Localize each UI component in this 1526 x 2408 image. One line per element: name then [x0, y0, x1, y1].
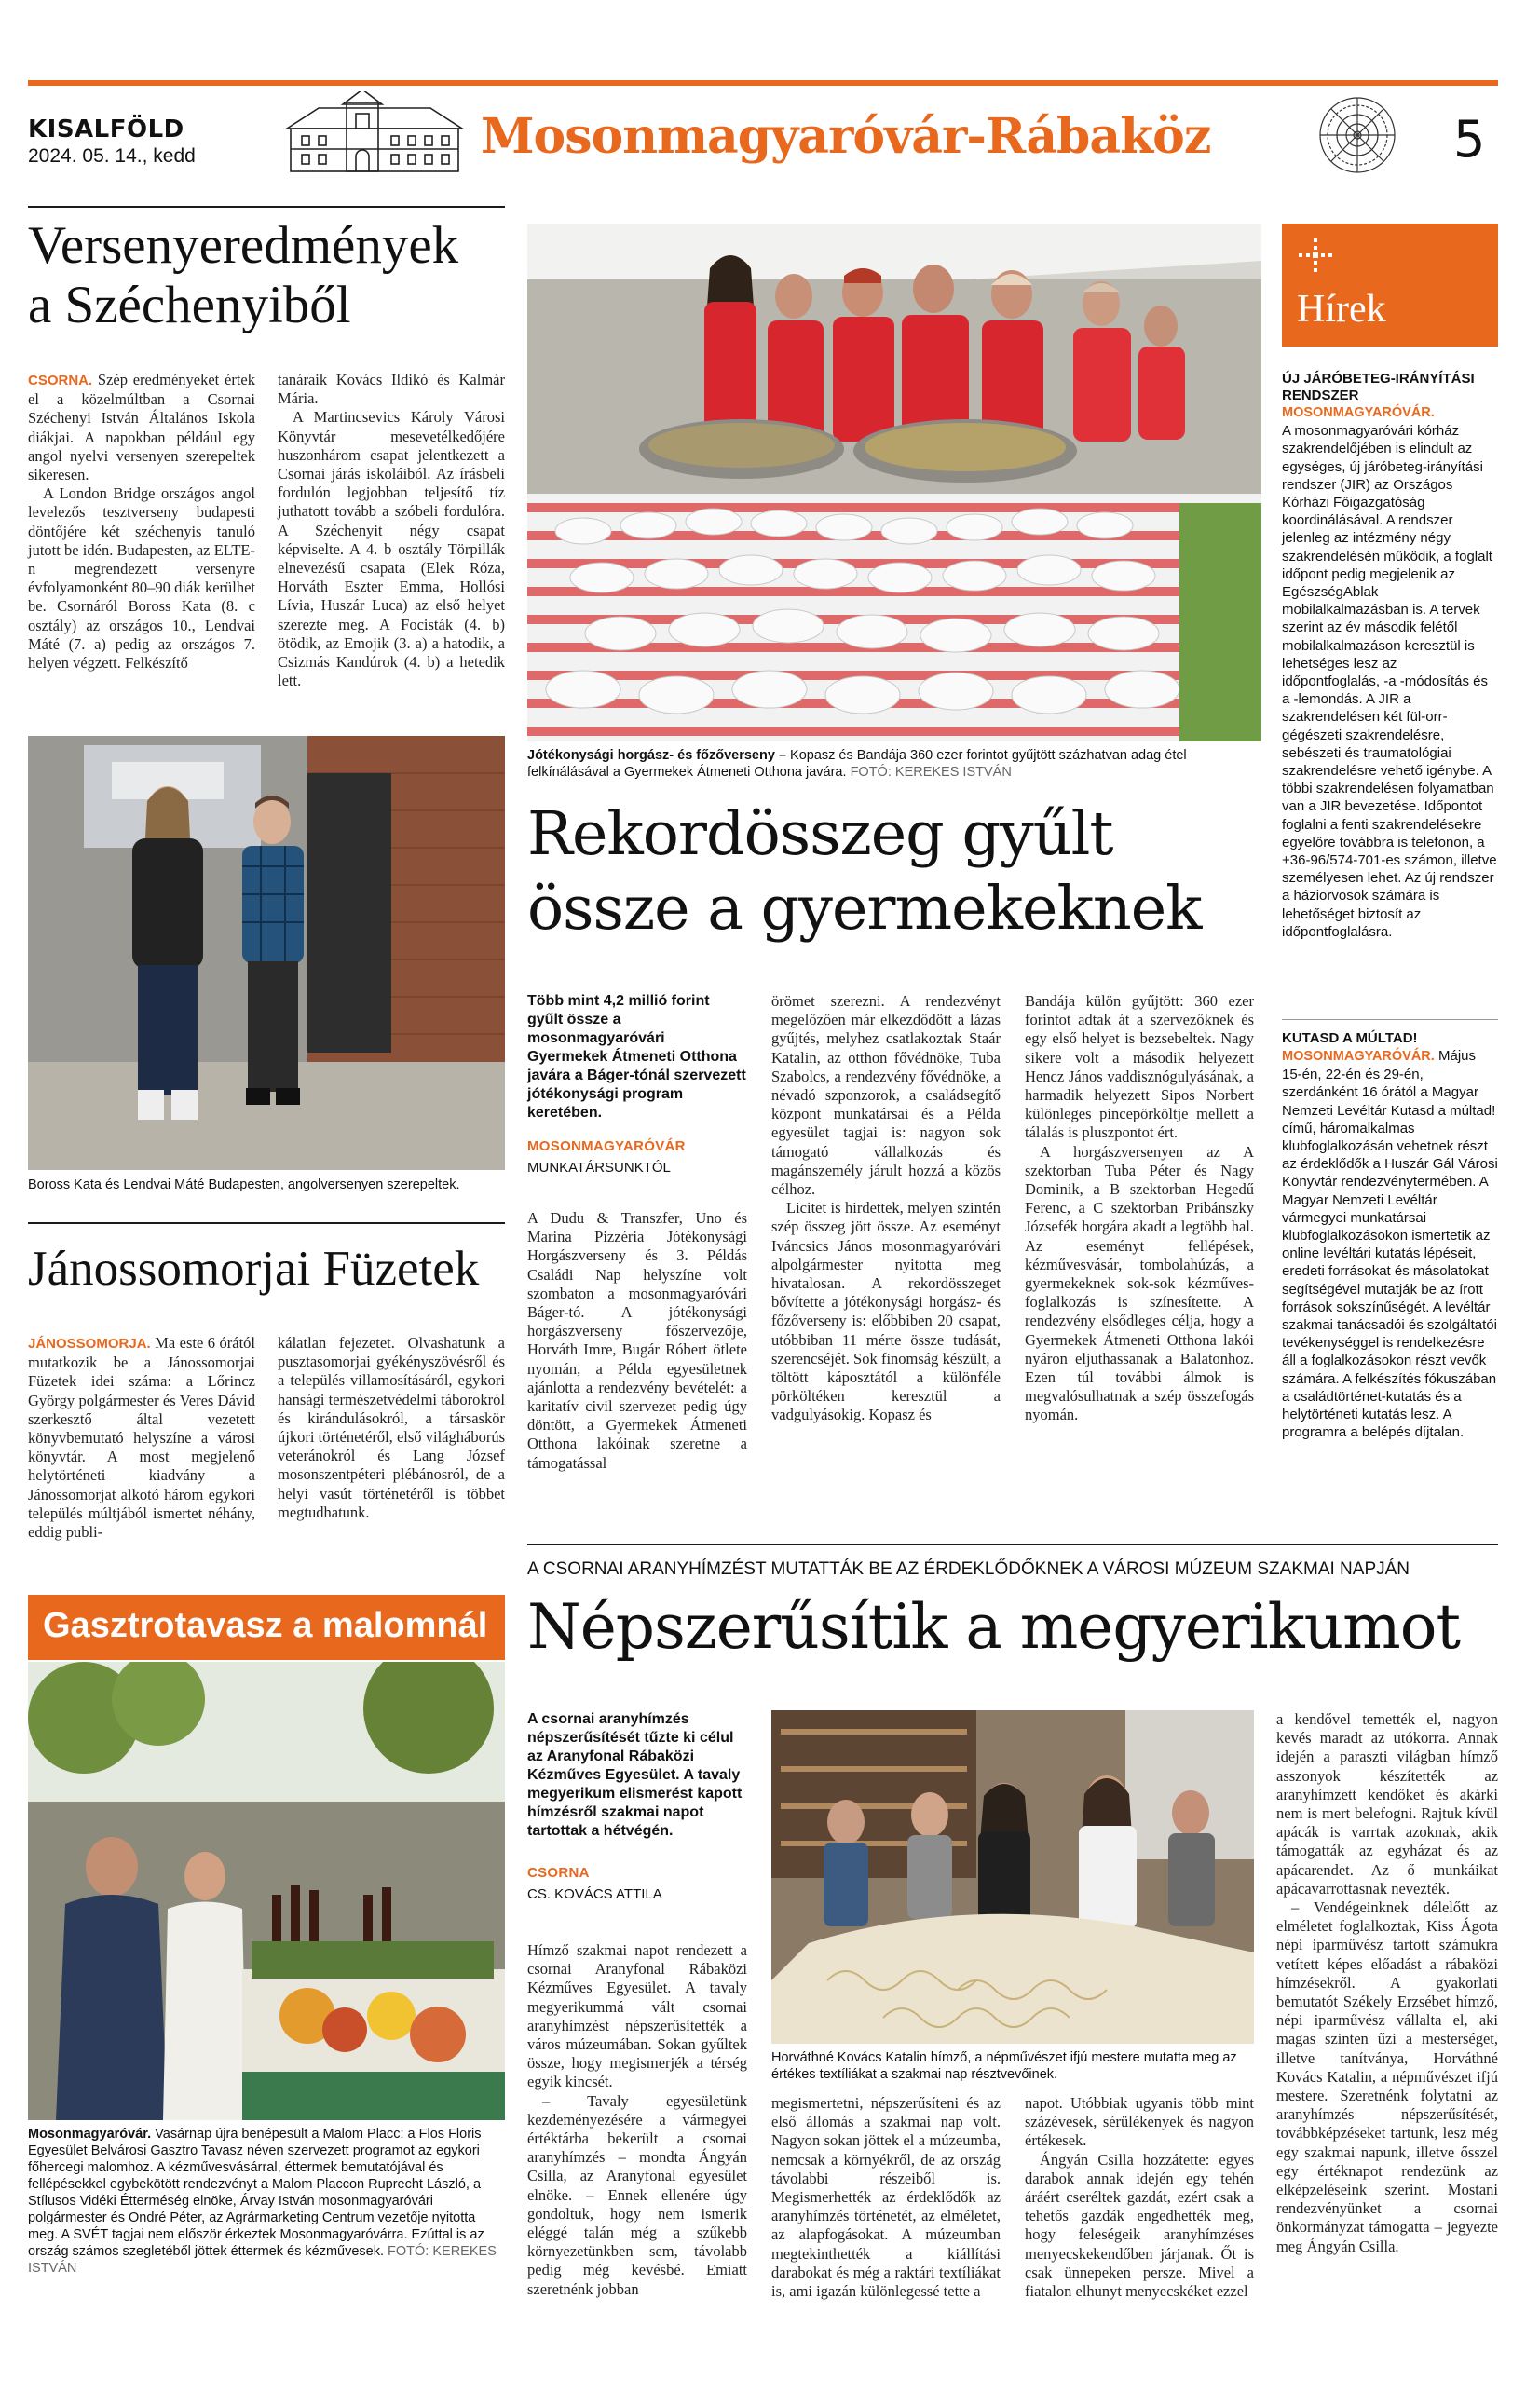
news1-place: MOSONMAGYARÓVÁR.: [1282, 405, 1435, 420]
brand-name: KISALFÖLD: [28, 116, 184, 143]
article4-body-col2: örömet szerezni. A rendezvényt megelőzően már elkezdődött a lázas gyűjtés, melyhez csatlakoztak Staár Katalin, az otthon fővédnöke, Tuba Szabolcs, a rendezvény fővédnöke, a névadó szponzorok, a családsegítő központ munkatársai és a Példa egyesület tagjai is: nagyon sok támogató vállalkozás és magánszemély járult hozzá a közös célhoz. Licitet is hirdettek, melyen szintén szép összeg jött össze. Az eseményt Iváncsics János mosonmagyaróvári alpolgármester nyitotta meg hivatalosan. A rekordösszeget bővítette a jótékonysági horgász- és főzőverseny is: előbbiben 20 csapat, utóbbiban 11 mérte össze tudását, szerencséjét. Sok finomság készült, a töltött káposztától a különféle pörköltéken keresztül a vadgulyásokig. Kopasz és: [771, 992, 1001, 1424]
article1-title-line2: a Széchenyiből: [28, 276, 351, 334]
article5-body-col2: megismertetni, népszerűsíteni és az első állomás a szakmai nap volt. Nagyon sokan jöttek el a múzeumba, nemcsak a környékről, de az ország távolabbi részeiből is. Megismerhették az érdeklődők az aranyhímzés történetét, az elméletet, az alapfogásokat. A múzeumban megtekinthették a kiállítási darabokat és még a raktári textíliákat is, ami igazán különlegessé tette a: [771, 2094, 1001, 2301]
news-item-archives: [1282, 1030, 1498, 1441]
article1-body-col2: tanáraik Kovács Ildikó és Kalmár Mária. A Martincsevics Károly Városi Könyvtár mesevetélkedőjére huszonhárom csapat jelentkezett a Csornai járás iskoláiból. Az írásbeli fordulón legjobban teljesítő tíz juthatott tovább a szóbeli fordulóra. A Széchenyit négy csapat képviselte. A 4. b osztály Törpillák elnevezésű csapata (Elek Róza, Horváth Eszter Emma, Hollósi Lívia, Huszár Luca) az első helyet szerezte meg. A Focisták (4. b) ötödik, az Emojik (3. a) a hatodik, a Csizmás Kandúrok (4. b) a hetedik lett.: [278, 371, 505, 690]
divider: [527, 1544, 1498, 1545]
article4-credit: FOTÓ: KEREKES ISTVÁN: [850, 765, 1012, 780]
article5-title: Népszerűsítik a megyerikumot: [527, 1591, 1460, 1663]
news2-body: Május 15-én, 22-én és 29-én, szerdánként 16 órától a Magyar Nemzeti Levéltár Kutasd a múltad! című, háromalkalmas klubfoglalkozásán vehetnek részt az érdeklődők a Huszár Gál Városi Könyvtár rendezvénytermében. A Magyar Nemzeti Levéltár vármegyei munkatársai klubfoglalkozásokon ismertetik az online levéltári kutatás lépéseit, eredeti forrásokat és másolatokat segítségével mutatják be az írott források sokszínűségét. A levéltár szakmai tanácsadói és szolgáltatói tevékenységgel is rendelkezésre áll a foglalkozásokon részt vevők számára. A felkészítés fókuszában a családtörténet-kutatás és a helytörténeti kutatás lesz. A programra a belépés díjtalan.: [1282, 1048, 1498, 1441]
divider: [1282, 1019, 1498, 1020]
article4-title-line1: Rekordösszeg gyűlt: [527, 799, 1113, 869]
article5-body-col3: napot. Utóbbiak ugyanis több mint százévesek, sérülékenyek és nagyon értékesek. Ángyán Csilla hozzátette: egyes darabok annak idején egy tehén áráért cseréltek gazdát, ezért csak a tehetős gazdák engedhették meg, hogy feleségeik aranyhímzéses menyecskekendőben járjanak. Őt is csak ünnepeken persze. Mivel a fiatalon elhunyt menyecskéket ezzel: [1025, 2094, 1254, 2301]
article3-caption: Mosonmagyaróvár. Vasárnap újra benépesült a Malom Placc: a Flos Floris Egyesület Belvárosi Gasztro Tavasz néven szervezett programot az egykori főhercegi malomhoz. A kézművesvásárral, éttermek bemutatójával és fellépésekkel egybekötött rendezvényt a Malom Placcon Ruprecht László, a Stílusos Vidéki Étterméség elnöke, Árvay István mosonmagyaróvári polgármester és Ondré Péter, az Agrármarketing Centrum vezetője nyitotta meg. A SVÉT tagjai nem először érkeztek Mosonmagyaróvárra. Ezúttal is az ország számos szegletéből jöttek éttermek és kézművesek. FOTÓ: KEREKES ISTVÁN: [28, 2127, 497, 2276]
embroidery-workshop-photo: [771, 1710, 1254, 2044]
article2-place: JÁNOSSOMORJA.: [28, 1336, 151, 1352]
divider: [28, 1222, 505, 1224]
article4-body-col3: Bandája külön gyűjtött: 360 ezer forintot adtak át a szervezőknek és egy első helyet is bezsebeltek. Nagy sikere volt a második helyezett Hencz János vaddisznógulyásának, a harmadik helyezett Sipos Norbert különleges pincepörköltje mellett a tálalás is pluszpontot ért. A horgászversenyen az A szektorban Tuba Péter és Nagy Dominik, a B szektorban Hegedű Ferenc, a C szektorban Pribánszky Józsefék horgára akadt a legtöbb hal. Az eseményt fellépések, kézművesvásár, tombolahúzás, a gyermekeknek sok-sok kézműves-foglalkozás is színesítette. A rendezvény elsődleges célja, hogy a Gyermekek Átmeneti Otthona lakói nyáron eljuthassanak a Balatonhoz. Ezen túl további álmok is megvalósulhatnak a szép összefogás nyomán.: [1025, 992, 1254, 1424]
castle-illustration: [281, 91, 468, 175]
news-sidebar-header: [1282, 224, 1498, 347]
article5-body-col1: Hímző szakmai napot rendezett a csornai Aranyfonal Rábaközi Kézműves Egyesület. A tavaly megyerikummá vált csornai aranyhímzést népszerűsítették a város múzeumában. Sokan gyűltek össze, hogy megismerjék a térség egyik kincsét. – Tavaly egyesületünk kezdeményezésére a vármegyei értéktárba bekerült a csornai aranyhímzés – mondta Ángyán Csilla, az Aranyfonal egyesület elnöke. – Ennek ellenére úgy gondoltuk, hogy nem ismerik eléggé talán még a szűkebb környezetünkben sem, távolabb pedig még kevésbé. Emiatt szeretnénk jobban: [527, 1941, 747, 2298]
article4-body-col1: A Dudu & Transzfer, Uno és Marina Pizzéria Jótékonysági Horgászverseny és 3. Példás Családi Nap helyszíne volt szombaton a mosonmagyaróvári Báger-tó. A jótékonysági horgászverseny főszervezője, Horváth Imre, Bugár Róbert ötlete nyomán, a Példa egyesületnek ajánlotta a rendezvény bevételét: a karitatív civil szervezet pedig úgy döntött, a Gyermekek Átmeneti Otthona lakóinak szeretne a támogatással: [527, 1209, 747, 1472]
article4-byline: [527, 1138, 747, 1176]
article4-title-line2: össze a gyermekeknek: [527, 874, 1202, 944]
article5-body-col4: a kendővel temették el, nagyon kevés maradt az utókorra. Annak idején a paraszti világban hímző asszonyok készítették az aranyhímzett kendőket és akárki nem is mert belefogni. Rajtuk kívül apácák is varrtak azoknak, akik támogatták az egyházat és az apácarendet. Az ő munkáikat apácavarrottasnak nevezték. – Vendégeinknek délelőtt az elméletet foglalkoztak, Kiss Ágota népi iparművész tartott számukra vetített képes előadást a rábaközi hímzésekről. A gyakorlati bemutatót Székely Erzsébet hímző, népi iparművész vállalta el, aki magas szinten űzi a mesterséget, illetve tanítványa, Horváthné Kovács Katalin, a népművészet ifjú mestere. Szeretnénk folytatni az aranyhímzés népszerűsítését, továbbképzéseket tartunk, lesz még egy szakmai napunk, illetve ősszel egy értéknapot rendezünk az elképzeléseink szerint. Mostani rendezvényünket a csornai önkormányzat támogatta – jegyezte meg Ángyán Csilla.: [1276, 1710, 1498, 2255]
news1-body: A mosonmagyaróvári kórház szakrendelőjében is elindult az egységes, új járóbeteg-irányítási rendszer (JIR) az Országos Kórházi Főigazgatóság koordinálásával. A rendszer jelenleg az intézmény négy szakrendelésén működik, a foglalt időpont pedig megjelenik az EgészségAblak mobilalkalmazásban is. A tervek szerint az év második felétől mobilalkalmazáson keresztül is lehetséges lesz az időpontfoglalás, -a -módosítás és a -lemondás. A JIR a szakrendelésen két fül-orr-gégészeti szakrendelésre, sebészeti és traumatológiai szakrendelésre vehető igénybe. A többi szakrendelésen folyamatban van a JIR bevezetése. Időpontot foglalni a fenti szakrendelésekre egyelőre továbbra is telefonon, a +36-96/574-701-es számon, illetve személyesen lehet. Az új rendszer a háziorvosok számára is lehetőséget biztosít az időpontfoglalásra.: [1282, 423, 1497, 940]
article2-body-col1: JÁNOSSOMORJA. Ma este 6 órától mutatkozik be a Jánossomorjai Füzetek idei száma: a Lőrincz György polgármester és Veres Dávid szerkesztő által vezetett könyvbemutató helyszíne a városi könyvtár. A most megjelenő helytörténeti kiadvány a Jánossomorjat alkotó három egykori település múltjából ismertet néhány, eddig publi-: [28, 1334, 255, 1542]
article5-lead: A csornai aranyhímzés népszerűsítését tűzte ki célul az Aranyfonal Rábaközi Kézműves Egyesület. A tavaly megyerikum elismerést kapott hímzésről szakmai napot tartottak a hétvégén.: [527, 1711, 743, 1839]
top-orange-rule: [28, 80, 1498, 86]
article1-place: CSORNA.: [28, 373, 93, 388]
article1-title-line1: Versenyeredmények: [28, 216, 459, 275]
news-item-jir: [1282, 371, 1498, 941]
section-title: Mosonmagyaróvár-Rábaköz: [481, 108, 1211, 165]
news2-title: KUTASD A MÚLTAD!: [1282, 1030, 1418, 1046]
article2-title: Jánossomorjai Füzetek: [28, 1242, 480, 1296]
article4-lead: Több mint 4,2 millió forint gyűlt össze a mosonmagyaróvári Gyermekek Átmeneti Otthona javára a Báger-tónál szervezett jótékonysági program keretében.: [527, 993, 746, 1121]
article1-body-col1: CSORNA. Szép eredményeket értek el a közelmúltban a Csornai Széchenyi István Általános Iskola diákjai. A napokban például egy angol nyelvi versenyen szerepeltek sikeresen. A London Bridge országos angol levelezős tesztverseny budapesti döntőjére két széchenyis tanuló jutott be idén. Budapesten, az ELTE-n megrendezett versenyre évfolyamonként 80–90 diák kerülhet be. Csornáról Boross Kata (8. c osztály) az országos 10., Lendvai Máté (7. a) pedig az országos 7. helyen végzett. Felkészítő: [28, 371, 255, 673]
news-sparkle-icon: [1297, 237, 1334, 274]
news2-place: MOSONMAGYARÓVÁR.: [1282, 1049, 1435, 1064]
article5-byline: [527, 1865, 747, 1902]
divider: [28, 206, 505, 208]
article5-byline-place: CSORNA: [527, 1865, 590, 1881]
article5-photo-caption: Horváthné Kovács Katalin hímző, a népművészet ifjú mestere mutatta meg az értékes textíliákat a szakmai nap résztvevőinek.: [771, 2050, 1237, 2082]
lace-ornament-icon: [1315, 93, 1399, 177]
article4-photo-caption: Jótékonysági horgász- és főzőverseny – Kopasz és Bandája 360 ezer forintot gyűjtött százhatvan adag étel felkínálásával a Gyermekek Átmeneti Otthona javára. FOTÓ: KEREKES ISTVÁN: [527, 748, 1187, 780]
article3-label-text: Gasztrotavasz a malomnál: [43, 1606, 488, 1645]
page-number: 5: [1453, 110, 1486, 169]
article1-title: [28, 216, 505, 335]
article5-byline-name: CS. KOVÁCS ATTILA: [527, 1886, 662, 1902]
charity-cooking-photo: [527, 224, 1261, 741]
article4-title: [527, 797, 1273, 946]
article3-label: [28, 1595, 505, 1660]
article1-photo-caption: Boross Kata és Lendvai Máté Budapesten, angolversenyen szerepeltek.: [28, 1177, 460, 1192]
article3-credit: FOTÓ: KEREKES ISTVÁN: [28, 2244, 497, 2276]
students-photo: [28, 736, 505, 1170]
article4-byline-name: MUNKATÁRSUNKTÓL: [527, 1160, 671, 1176]
issue-date: 2024. 05. 14., kedd: [28, 145, 196, 167]
news-sidebar-title: Hírek: [1297, 288, 1386, 331]
article5-kicker: A CSORNAI ARANYHÍMZÉST MUTATTÁK BE AZ ÉRDEKLŐDŐKNEK A VÁROSI MÚZEUM SZAKMAI NAPJÁN: [527, 1559, 1410, 1579]
news1-title: ÚJ JÁRÓBETEG-IRÁNYÍTÁSI RENDSZER: [1282, 371, 1475, 403]
article3-caption-place: Mosonmagyaróvár.: [28, 2127, 152, 2142]
gastro-market-photo: [28, 1662, 505, 2120]
article2-body-col2: kálatlan fejezetet. Olvashatunk a pusztasomorjai gyékényszövésről és a település villamosításáról, egykori hansági természetvédelmi táborokról és kirándulásokról, a társaskör újkori történetéről, első világháborús veteránokról és Lang József mosonszentpéteri plébánosról, de a helyi vasút történetéről is többet megtudhatunk.: [278, 1334, 505, 1521]
article4-byline-place: MOSONMAGYARÓVÁR: [527, 1138, 686, 1154]
